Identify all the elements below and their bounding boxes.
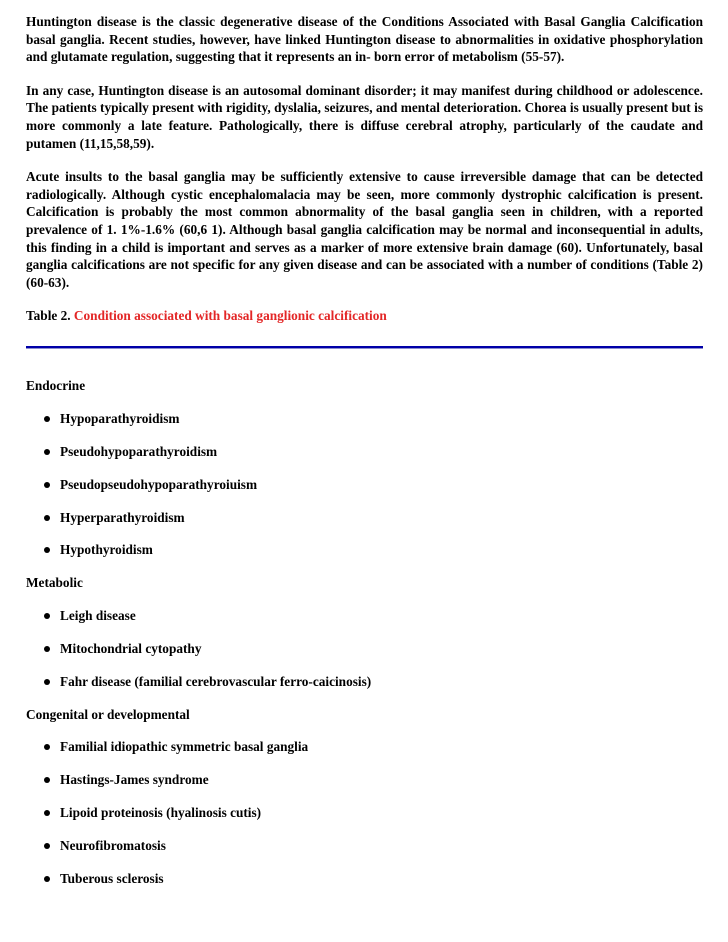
section-heading-metabolic: Metabolic bbox=[26, 575, 83, 590]
bullet-icon bbox=[44, 613, 50, 619]
section-heading-endocrine: Endocrine bbox=[26, 378, 86, 393]
table-caption-text: Condition associated with basal ganglionic calcification bbox=[73, 308, 387, 324]
bullet-icon bbox=[44, 515, 50, 521]
list-item: Hastings-James syndrome bbox=[44, 771, 209, 788]
list-item: Pseudopseudohypoparathyroiuism bbox=[44, 476, 257, 493]
paragraph-huntington-intro: Huntington disease is the classic degenerative disease of the Conditions Associated with Basal Ganglia Calcification basal ganglia. Recent studies, however, have linked Huntington disease to abnormalities in oxidative phosphorylation and glutamate regulation, suggesting that it represents an in- born error of metabolism (55-57). bbox=[26, 14, 703, 65]
bullet-icon bbox=[44, 876, 50, 882]
list-item: Pseudohypoparathyroidism bbox=[44, 443, 217, 460]
list-item: Tuberous sclerosis bbox=[44, 870, 164, 887]
list-item: Familial idiopathic symmetric basal ganglia bbox=[44, 738, 308, 755]
list-item: Hypoparathyroidism bbox=[44, 410, 179, 427]
bullet-icon bbox=[44, 646, 50, 652]
list-item: Hyperparathyroidism bbox=[44, 509, 185, 526]
bullet-icon bbox=[44, 744, 50, 750]
list-item: Hypothyroidism bbox=[44, 541, 153, 558]
paragraph-basal-ganglia-calcification: Acute insults to the basal ganglia may be sufficiently extensive to cause irreversible damage that can be detected radiologically. Although cystic encephalomalacia may be seen, more commonly dystrophic calcification is present. Calcification is probably the most common abnormality of the basal ganglia seen in children, with a reported prevalence of 1. 1%-1.6% (60,6 1). Although basal ganglia calcification may be normal and inconsequential in adults, this finding in a child is important and serves as a marker of more extensive brain damage (60). Unfortunately, basal ganglia calcifications are not specific for any given disease and can be associated with a number of conditions (Table 2) (60-63). bbox=[26, 169, 703, 290]
document-body bbox=[26, 13, 703, 349]
bullet-icon bbox=[44, 547, 50, 553]
table-caption bbox=[26, 307, 703, 325]
table-label: Table 2. bbox=[26, 308, 71, 324]
list-item: Mitochondrial cytopathy bbox=[44, 640, 201, 657]
section-heading-congenital: Congenital or developmental bbox=[26, 707, 190, 722]
bullet-icon bbox=[44, 449, 50, 455]
list-item: Leigh disease bbox=[44, 607, 136, 624]
bullet-icon bbox=[44, 843, 50, 849]
bullet-icon bbox=[44, 777, 50, 783]
list-item: Neurofibromatosis bbox=[44, 837, 166, 854]
bullet-icon bbox=[44, 810, 50, 816]
bullet-icon bbox=[44, 416, 50, 422]
bullet-icon bbox=[44, 482, 50, 488]
list-item: Lipoid proteinosis (hyalinosis cutis) bbox=[44, 804, 261, 821]
paragraph-huntington-clinical: In any case, Huntington disease is an autosomal dominant disorder; it may manifest during childhood or adolescence. The patients typically present with rigidity, dyslalia, seizures, and mental deterioration. Chorea is usually present but is more commonly a late feature. Pathologically, there is diffuse cerebral atrophy, particularly of the caudate and putamen (11,15,58,59). bbox=[26, 82, 703, 151]
table-divider-rule bbox=[26, 346, 703, 349]
list-item: Fahr disease (familial cerebrovascular ferro-caicinosis) bbox=[44, 673, 371, 690]
bullet-icon bbox=[44, 679, 50, 685]
